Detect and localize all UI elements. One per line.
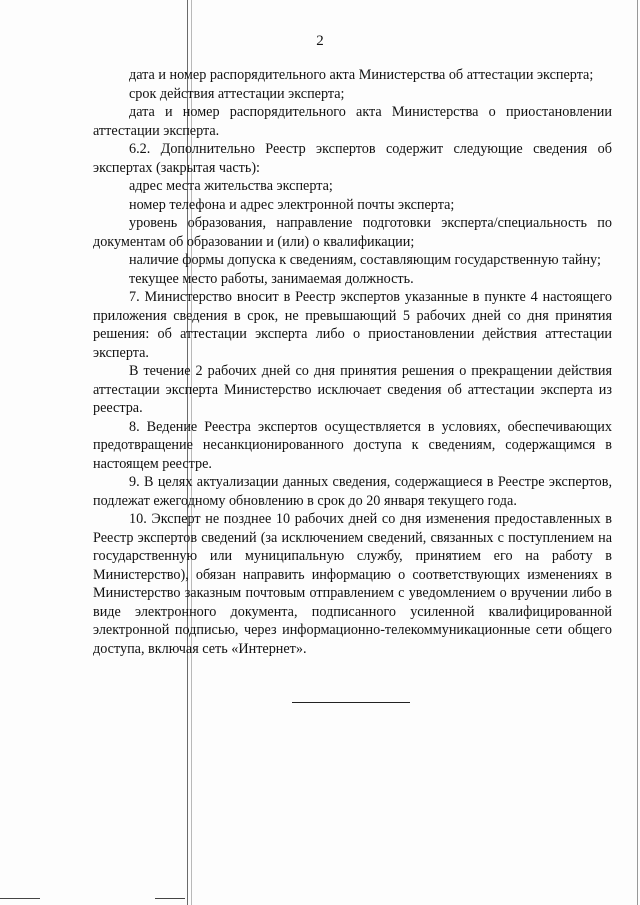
paragraph: адрес места жительства эксперта; [129, 178, 333, 194]
scan-edge-mark [155, 898, 185, 899]
paragraph: 8. Ведение Реестра экспертов осуществляется в условиях, обеспечивающих предотвращение несанкционированного доступа к сведениям, содержащимся в настоящем реестре. [93, 418, 612, 472]
end-separator-line [292, 702, 410, 703]
paragraph: 7. Министерство вносит в Реестр экспертов указанные в пункте 4 настоящего приложения сведения в срок, не превышающий 5 рабочих дней со дня принятия решения: об аттестации эксперта либо о приостановлении действия аттестации эксперта. [93, 289, 612, 361]
document-body [93, 66, 612, 658]
paragraph: уровень образования, направление подготовки эксперта/специальность по документам об образовании и (или) о квалификации; [93, 215, 612, 250]
paragraph: срок действия аттестации эксперта; [129, 85, 345, 102]
page-number: 2 [316, 33, 324, 49]
paragraph: текущее место работы, занимаемая должность. [129, 270, 414, 287]
paragraph: 6.2. Дополнительно Реестр экспертов содержит следующие сведения об экспертах (закрытая часть): [93, 141, 612, 176]
paragraph: наличие формы допуска к сведениям, составляющим государственную тайну; [129, 252, 601, 268]
scan-page-edge [637, 0, 638, 905]
paragraph: 10. Эксперт не позднее 10 рабочих дней со дня изменения предоставленных в Реестр экспертов сведений (за исключением сведений, связанных с поступлением на государственную или муниципальную службу, принятием его на работу в Министерство), обязан направить информацию о соответствующих изменениях в Министерство заказным почтовым отправлением с уведомлением о вручении либо в виде электронного документа, подписанного усиленной квалифицированной электронной подписью, через информационно-телекоммуникационные сети общего доступа, включая сеть «Интернет». [93, 511, 612, 657]
scan-edge-mark [0, 898, 40, 899]
paragraph: В течение 2 рабочих дней со дня принятия решения о прекращении действия аттестации эксперта Министерство исключает сведения об аттестации эксперта из реестра. [93, 363, 612, 416]
paragraph: дата и номер распорядительного акта Министерства о приостановлении аттестации эксперта. [93, 104, 612, 139]
paragraph: номер телефона и адрес электронной почты эксперта; [129, 196, 455, 213]
paragraph: 9. В целях актуализации данных сведения, содержащиеся в Реестре экспертов, подлежат ежегодному обновлению в срок до 20 января текущего года. [93, 474, 612, 509]
paragraph: дата и номер распорядительного акта Министерства об аттестации эксперта; [129, 67, 594, 83]
